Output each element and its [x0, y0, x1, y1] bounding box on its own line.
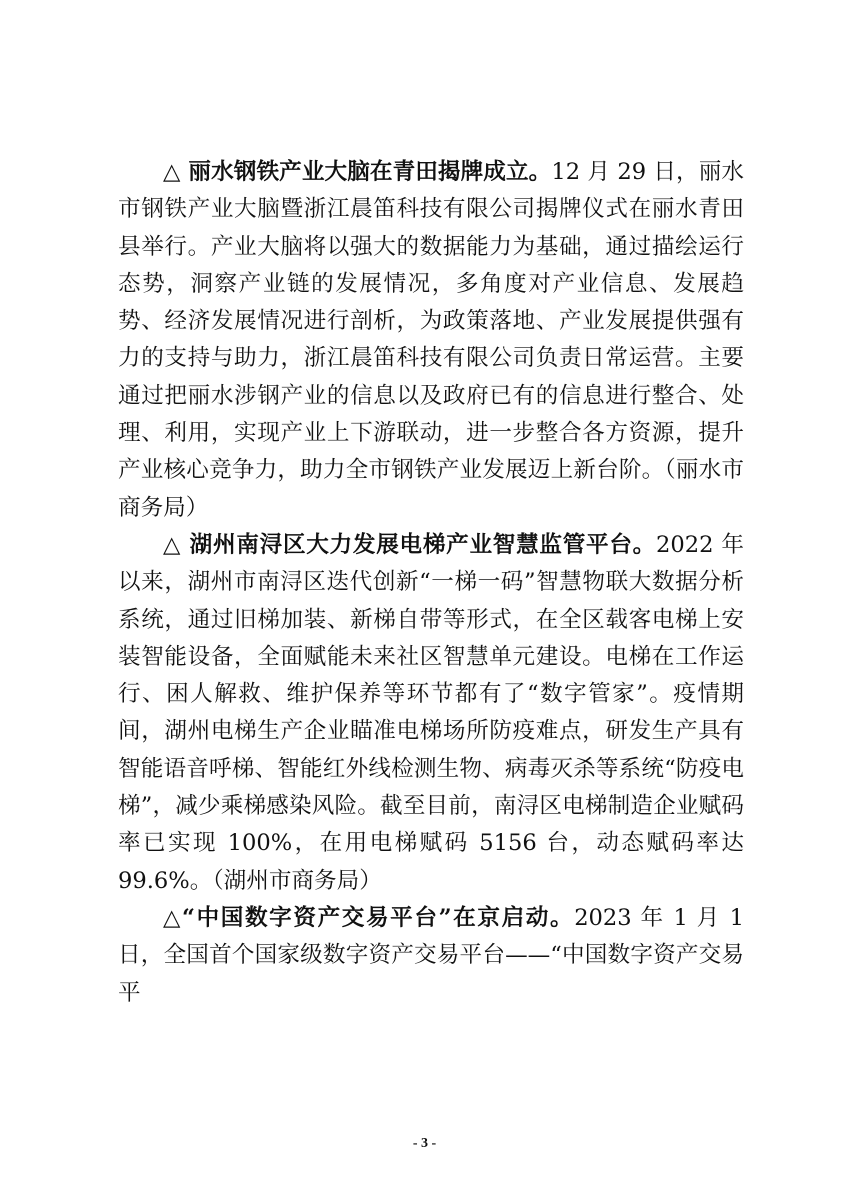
news-item-body: 2022 年以来，湖州市南浔区迭代创新“一梯一码”智慧物联大数据分析系统，通过旧梯加装、新梯自带等形式，在全区载客电梯上安装智能设备，全面赋能未来社区智慧单元建设。电梯在工作运行、困人解救、维护保养等环节都有了“数字管家”。疫情期间，湖州电梯生产企业瞄准电梯场所防疫难点，研发生产具有智能语音呼梯、智能红外线检测生物、病毒灭杀等系统“防疫电梯”，减少乘梯感染风险。截至目前，南浔区电梯制造企业赋码率已实现 100%，在用电梯赋码 5156 台，动态赋码率达 99.6%。（湖州市商务局）: [118, 531, 744, 894]
news-item-body: 12 月 29 日，丽水市钢铁产业大脑暨浙江晨笛科技有限公司揭牌仪式在丽水青田县举行。产业大脑将以强大的数据能力为基础，通过描绘运行态势，洞察产业链的发展情况，多角度对产业信息、发展趋势、经济发展情况进行剖析，为政策落地、产业发展提供强有力的支持与助力，浙江晨笛科技有限公司负责日常运营。主要通过把丽水涉钢产业的信息以及政府已有的信息进行整合、处理、利用，实现产业上下游联动，进一步整合各方资源，提升产业核心竞争力，助力全市钢铁产业发展迈上新台阶。（丽水市商务局）: [118, 159, 744, 521]
document-body: [118, 154, 744, 1012]
page-number: - 3 -: [412, 1136, 437, 1151]
news-item-heading: △ 丽水钢铁产业大脑在青田揭牌成立。: [163, 159, 552, 185]
news-item-huzhou-elevator: [118, 527, 744, 900]
news-item-heading: △ 湖州南浔区大力发展电梯产业智慧监管平台。: [163, 531, 656, 558]
news-item-body: 2023 年 1 月 1 日，全国首个国家级数字资产交易平台——“中国数字资产交易平: [118, 904, 744, 1006]
news-item-digital-asset-platform: [118, 900, 744, 1012]
news-item-heading: △“中国数字资产交易平台”在京启动。: [163, 904, 575, 931]
news-item-lishui-steel: [118, 154, 744, 527]
